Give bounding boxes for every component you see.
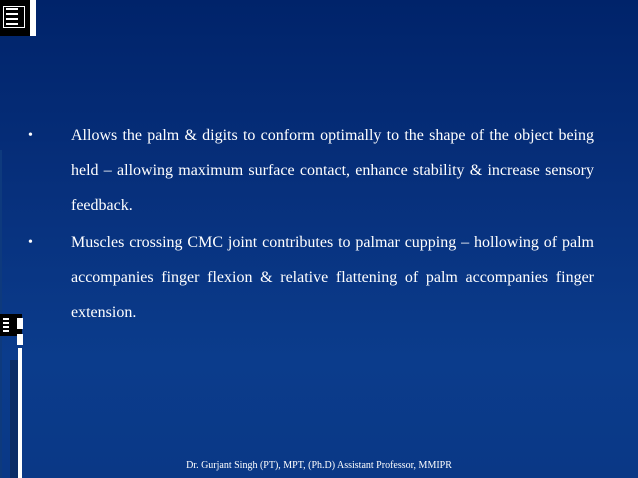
slide-footer: Dr. Gurjant Singh (PT), MPT, (Ph.D) Assistant Professor, MMIPR [186, 460, 452, 471]
corner-decoration-white [30, 0, 36, 36]
side-decoration-line [18, 348, 22, 478]
corner-decoration-lines [6, 8, 18, 26]
side-decoration-bar [17, 334, 23, 345]
side-decoration-dots [3, 318, 9, 334]
bullet-icon: • [28, 128, 33, 143]
bullet-text: Muscles crossing CMC joint contributes to palmar cupping – hollowing of palm accompanies finger flexion & relative flattening of palm accompanies finger extension. [71, 234, 594, 321]
bullet-icon: • [28, 235, 33, 250]
bullet-item [28, 225, 594, 330]
slide-content [28, 118, 594, 330]
bullet-item [28, 118, 594, 223]
bullet-list [28, 118, 594, 330]
side-decoration-bar [17, 318, 23, 329]
bullet-text: Allows the palm & digits to conform optimally to the shape of the object being held – allowing maximum surface contact, enhance stability & increase sensory feedback. [71, 127, 594, 214]
